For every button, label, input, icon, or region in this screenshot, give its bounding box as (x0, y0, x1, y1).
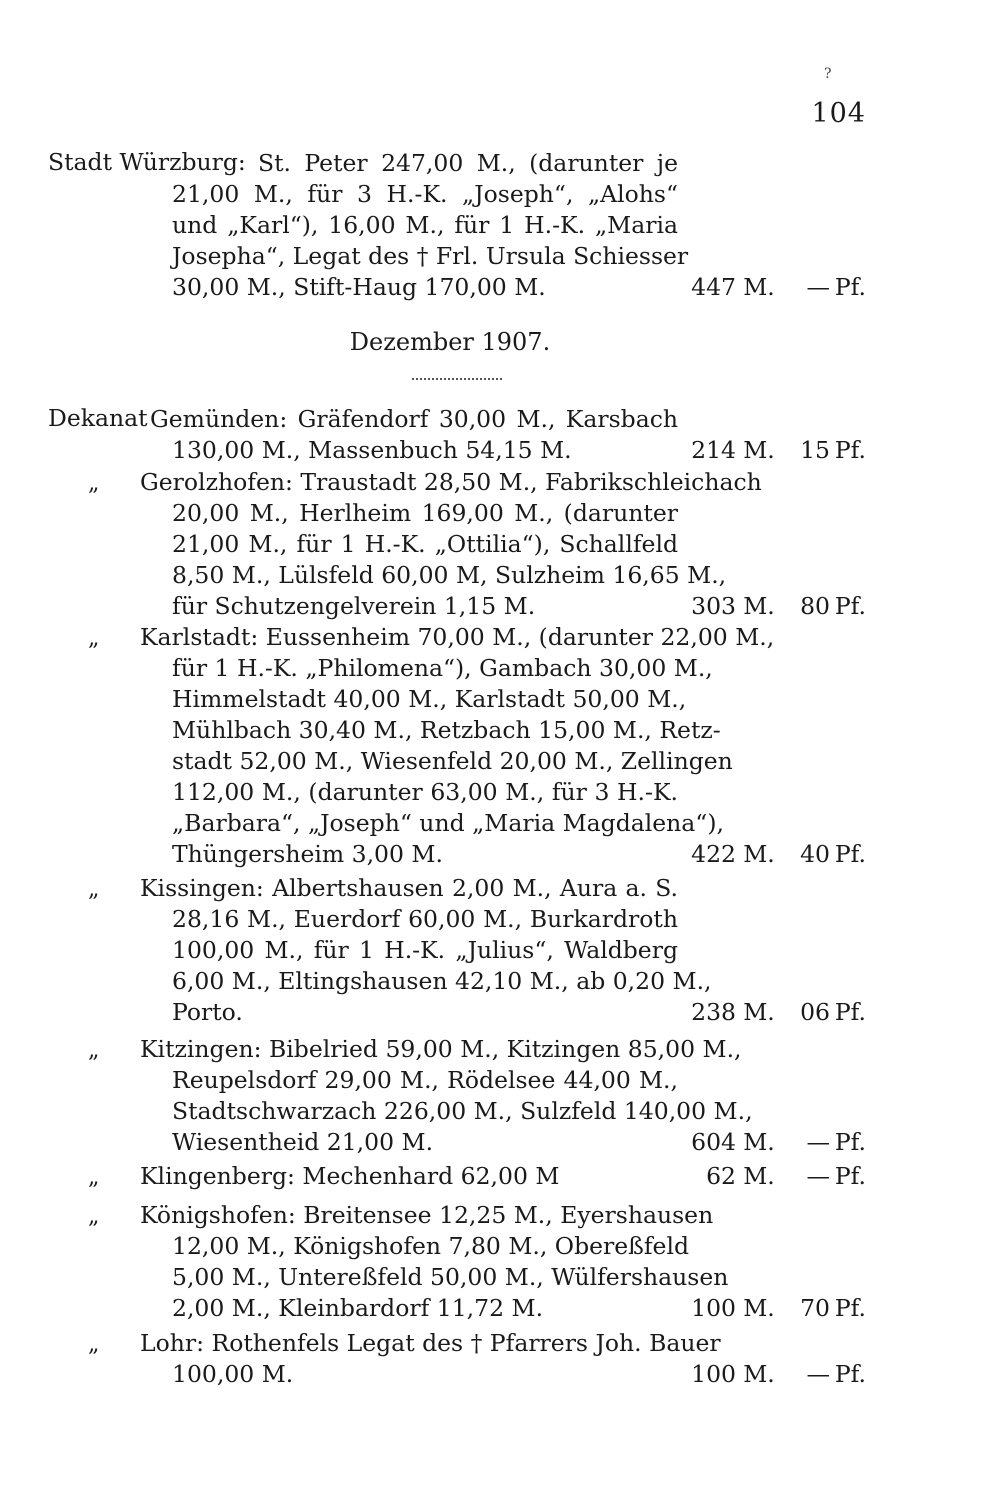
amount-pfennig: 70 (800, 1294, 830, 1322)
entry-amount (648, 1127, 866, 1158)
entry-line: 6,00 M., Eltingshausen 42,10 M., ab 0,20 M., (172, 967, 712, 995)
entry-line: St. Peter 247,00 M., (darunter je (258, 149, 678, 177)
entry-line: 100,00 M. (172, 1360, 294, 1388)
entry-amount (648, 997, 866, 1028)
amount-pfennig-unit: Pf. (834, 1162, 866, 1190)
amount-pfennig-unit: Pf. (834, 1294, 866, 1322)
entry-line: Klingenberg: Mechenhard 62,00 M (140, 1162, 560, 1190)
entry-amount (648, 1161, 866, 1192)
ditto-mark: „ (88, 1038, 100, 1063)
entry-line: für Schutzengelverein 1,15 M. (172, 592, 536, 620)
amount-pfennig-unit: Pf. (834, 592, 866, 620)
entry-line: 112,00 M., (darunter 63,00 M., für 3 H.-K. (172, 778, 678, 806)
amount-pfennig-unit: Pf. (834, 998, 866, 1026)
amount-pfennig-unit: Pf. (834, 1128, 866, 1156)
amount-pfennig: 15 (800, 436, 830, 464)
ditto-mark: „ (88, 1165, 100, 1190)
entry-line: Stadtschwarzach 226,00 M., Sulzfeld 140,00 M., (172, 1097, 753, 1125)
amount-pfennig: — (806, 1360, 830, 1388)
entry-line: „Barbara“, „Joseph“ und „Maria Magdalena“), (172, 809, 724, 837)
amount-marks-unit: M. (743, 1128, 775, 1156)
entry-line: Gerolzhofen: Traustadt 28,50 M., Fabrikschleichach (140, 468, 762, 496)
entry-amount (648, 839, 866, 870)
amount-pfennig: 80 (800, 592, 830, 620)
section-divider (412, 378, 502, 380)
amount-pfennig-unit: Pf. (834, 273, 866, 301)
entry-line: Königshofen: Breitensee 12,25 M., Eyershausen (140, 1201, 714, 1229)
entry-line: 20,00 M., Herlheim 169,00 M., (darunter (172, 499, 678, 527)
amount-marks-unit: M. (743, 273, 775, 301)
entry-lead: Stadt Würzburg: (48, 148, 246, 176)
entry-line: 100,00 M., für 1 H.-K. „Julius“, Waldberg (172, 936, 678, 964)
entry-amount (648, 272, 866, 303)
entry-amount (648, 435, 866, 466)
amount-marks-unit: M. (743, 1294, 775, 1322)
entry-line: stadt 52,00 M., Wiesenfeld 20,00 M., Zellingen (172, 747, 733, 775)
entry-amount (648, 591, 866, 622)
ditto-mark: „ (88, 626, 100, 651)
amount-marks-unit: M. (743, 592, 775, 620)
amount-pfennig-unit: Pf. (834, 840, 866, 868)
page-top-mark: ? (824, 66, 832, 82)
entry-line: 30,00 M., Stift-Haug 170,00 M. (172, 273, 546, 301)
entry-line: Thüngersheim 3,00 M. (172, 840, 443, 868)
entry-line: Kissingen: Albertshausen 2,00 M., Aura a. S. (140, 874, 678, 902)
amount-marks: 604 (691, 1128, 736, 1156)
entry-line: für 1 H.-K. „Philomena“), Gambach 30,00 M., (172, 654, 713, 682)
entry-line: Himmelstadt 40,00 M., Karlstadt 50,00 M., (172, 685, 687, 713)
amount-marks: 422 (691, 840, 736, 868)
entry-line: Wiesentheid 21,00 M. (172, 1128, 434, 1156)
amount-marks: 238 (691, 998, 736, 1026)
amount-marks-unit: M. (743, 1360, 775, 1388)
entry-line: Lohr: Rothenfels Legat des † Pfarrers Joh. Bauer (140, 1329, 721, 1357)
amount-pfennig: — (806, 1128, 830, 1156)
ditto-mark: „ (88, 1204, 100, 1229)
amount-marks: 100 (691, 1360, 736, 1388)
amount-pfennig-unit: Pf. (834, 1360, 866, 1388)
amount-marks: 100 (691, 1294, 736, 1322)
section-heading: Dezember 1907. (349, 328, 551, 356)
amount-pfennig-unit: Pf. (834, 436, 866, 464)
amount-marks: 214 (691, 436, 736, 464)
amount-pfennig: 40 (800, 840, 830, 868)
entry-amount (648, 1359, 866, 1390)
entry-line: 21,00 M., für 3 H.-K. „Joseph“, „Alohs“ (172, 180, 678, 208)
entry-line: Mühlbach 30,40 M., Retzbach 15,00 M., Retz- (172, 716, 721, 744)
amount-marks-unit: M. (743, 998, 775, 1026)
amount-marks: 62 (706, 1162, 736, 1190)
amount-marks-unit: M. (743, 436, 775, 464)
amount-pfennig: 06 (800, 998, 830, 1026)
amount-marks: 447 (691, 273, 736, 301)
amount-marks-unit: M. (743, 840, 775, 868)
ditto-mark: „ (88, 471, 100, 496)
amount-pfennig: — (806, 1162, 830, 1190)
entry-amount (648, 1293, 866, 1324)
entry-line: 12,00 M., Königshofen 7,80 M., Obereßfeld (172, 1232, 690, 1260)
ditto-mark: „ (88, 1332, 100, 1357)
page-number: 104 (811, 98, 866, 129)
ditto-mark: „ (88, 877, 100, 902)
entry-line: 2,00 M., Kleinbardorf 11,72 M. (172, 1294, 544, 1322)
entry-lead: Dekanat (48, 404, 148, 432)
entry-line: Josepha“, Legat des † Frl. Ursula Schiesser (172, 242, 689, 270)
amount-marks-unit: M. (743, 1162, 775, 1190)
entry-line: 21,00 M., für 1 H.-K. „Ottilia“), Schallfeld (172, 530, 678, 558)
entry-line: Reupelsdorf 29,00 M., Rödelsee 44,00 M., (172, 1066, 678, 1094)
entry-line: Porto. (172, 998, 243, 1026)
entry-line: Kitzingen: Bibelried 59,00 M., Kitzingen 85,00 M., (140, 1035, 742, 1063)
amount-pfennig: — (806, 273, 830, 301)
entry-line: 5,00 M., Untereßfeld 50,00 M., Wülfershausen (172, 1263, 729, 1291)
entry-line: 8,50 M., Lülsfeld 60,00 M, Sulzheim 16,65 M., (172, 561, 727, 589)
entry-line: 130,00 M., Massenbuch 54,15 M. (172, 436, 572, 464)
entry-line: Karlstadt: Eussenheim 70,00 M., (darunter 22,00 M., (140, 623, 775, 651)
entry-line: und „Karl“), 16,00 M., für 1 H.-K. „Maria (172, 211, 678, 239)
entry-line: Gemünden: Gräfendorf 30,00 M., Karsbach (150, 405, 678, 433)
entry-line: 28,16 M., Euerdorf 60,00 M., Burkardroth (172, 905, 678, 933)
amount-marks: 303 (691, 592, 736, 620)
